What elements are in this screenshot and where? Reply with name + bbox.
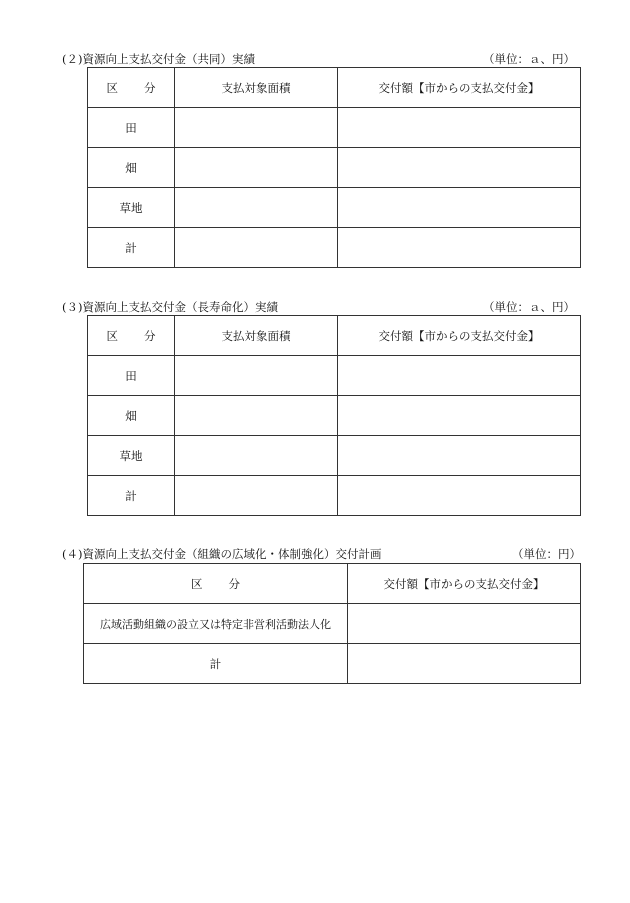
table-row [88,476,581,516]
area-cell [175,396,338,436]
section4-table [83,563,581,684]
area-cell [175,356,338,396]
header-amount: 交付額【市からの支払交付金】 [338,316,581,356]
area-cell [175,436,338,476]
amount-cell [348,644,581,684]
header-area: 支払対象面積 [175,316,338,356]
section3-unit: （単位：ａ、円） [483,300,575,314]
section3-title: (３)資源向上支払交付金（長寿命化）実績 [62,300,278,314]
header-kubun: 区 分 [88,316,175,356]
area-cell [175,476,338,516]
table-row [88,188,581,228]
table-row [88,356,581,396]
table-row [88,436,581,476]
header-kubun: 区 分 [88,68,175,108]
header-amount: 交付額【市からの支払交付金】 [348,564,581,604]
table-row [84,644,581,684]
row-label: 計 [88,476,175,516]
header-area: 支払対象面積 [175,68,338,108]
area-cell [175,188,338,228]
row-label: 草地 [88,436,175,476]
table-row [84,604,581,644]
amount-cell [338,188,581,228]
row-label: 計 [88,228,175,268]
table-header-row [88,316,581,356]
row-label: 田 [88,356,175,396]
area-cell [175,108,338,148]
section4-title: (４)資源向上支払交付金（組織の広域化・体制強化）交付計画 [62,547,382,561]
row-label: 田 [88,108,175,148]
amount-cell [338,396,581,436]
table-header-row [88,68,581,108]
section2-title: (２)資源向上支払交付金（共同）実績 [62,52,255,66]
section3-table [87,315,581,516]
amount-cell [338,108,581,148]
row-label: 計 [84,644,348,684]
table-row [88,108,581,148]
table-row [88,148,581,188]
table-row [88,396,581,436]
section4-unit: （単位：円） [512,547,581,561]
row-label: 畑 [88,148,175,188]
amount-cell [338,436,581,476]
area-cell [175,228,338,268]
section2-unit: （単位：ａ、円） [483,52,575,66]
area-cell [175,148,338,188]
amount-cell [338,148,581,188]
row-label: 広域活動組織の設立又は特定非営利活動法人化 [84,604,348,644]
table-header-row [84,564,581,604]
amount-cell [338,356,581,396]
row-label: 草地 [88,188,175,228]
amount-cell [338,476,581,516]
amount-cell [348,604,581,644]
header-amount: 交付額【市からの支払交付金】 [338,68,581,108]
section2-table [87,67,581,268]
amount-cell [338,228,581,268]
row-label: 畑 [88,396,175,436]
header-kubun: 区 分 [84,564,348,604]
table-row [88,228,581,268]
